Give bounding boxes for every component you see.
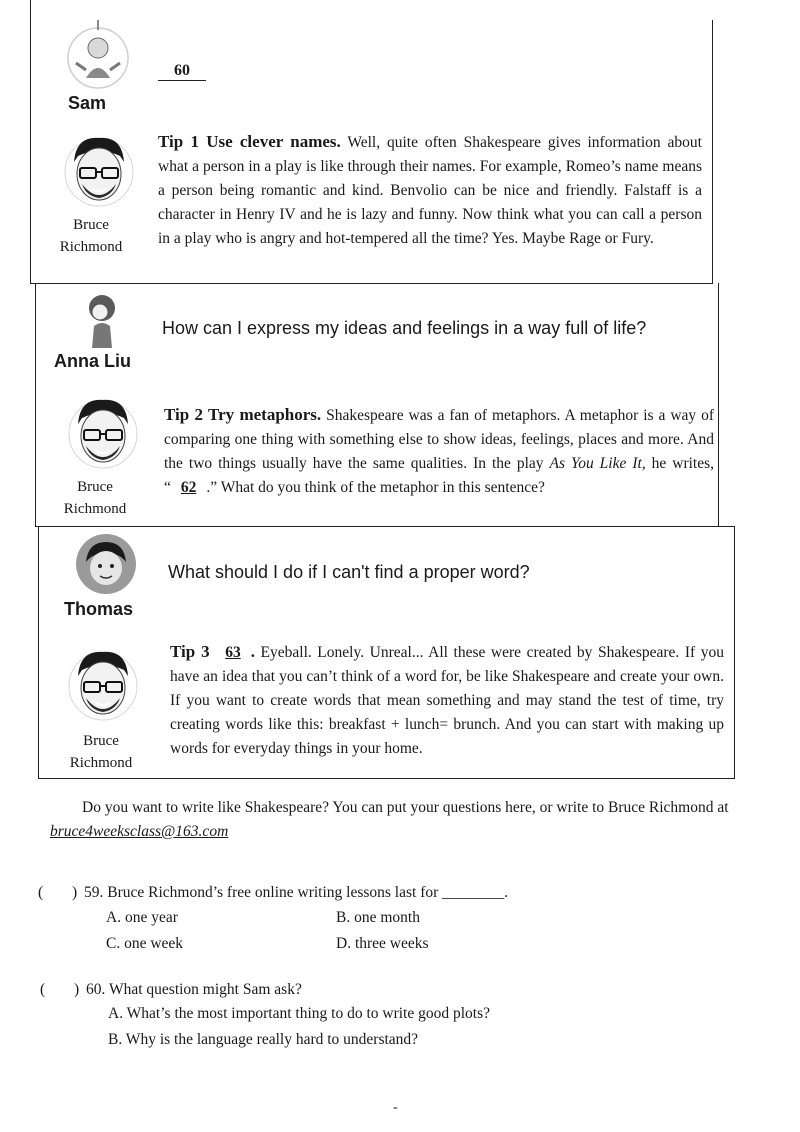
speaker-last-name: Richmond [63, 501, 127, 517]
anna-avatar [82, 292, 122, 353]
answer-paren-open[interactable]: ( [40, 981, 46, 998]
speaker-name-thomas: Thomas [64, 599, 134, 619]
option-b[interactable]: B. Why is the language really hard to understand? [108, 1031, 419, 1048]
tip3-heading: Tip 3 [170, 642, 210, 661]
answer-blank-60: 60 [158, 62, 206, 81]
tip2-body: Shakespeare was a fan of metaphors. A metaphor is a way of comparing one thing with something else to show ideas, feelings, places and more. And the two things usually have the same qualities. In the play [164, 407, 715, 472]
speaker-first-name: Bruce [77, 479, 113, 495]
speaker-first-name: Bruce [73, 217, 109, 233]
speaker-last-name: Richmond [59, 239, 123, 255]
speaker-name-anna: Anna Liu [54, 351, 131, 371]
option-b[interactable]: B. one month [336, 909, 420, 926]
tip2-text [164, 403, 714, 500]
tip3-heading-end: . [250, 642, 255, 661]
bruce-avatar [66, 646, 140, 731]
speaker-first-name: Bruce [83, 733, 119, 749]
option-c[interactable]: C. one week [106, 935, 184, 952]
play-title: As You Like It [549, 455, 642, 472]
box-right-border [712, 20, 713, 283]
tip3-text [170, 640, 724, 761]
question-stem: 59. Bruce Richmond’s free online writing lessons last for ________. [84, 884, 509, 901]
tip2-body-end: .” What do you think of the metaphor in this sentence? [206, 479, 545, 496]
closing-text: Do you want to write like Shakespeare? You can put your questions here, or write to Bruce Richmond at [82, 799, 729, 816]
answer-blank-63: 63 [225, 644, 241, 661]
answer-paren-open[interactable]: ( [38, 884, 44, 901]
box-left-border [30, 0, 31, 283]
email-link[interactable]: bruce4weeksclass@163.com [50, 823, 229, 840]
bruce-avatar [62, 132, 136, 217]
answer-blank-62: 62 [180, 479, 197, 496]
speaker-name [52, 476, 138, 520]
option-a[interactable]: A. What’s the most important thing to do to write good plots? [108, 1005, 491, 1022]
thomas-avatar [70, 532, 142, 601]
box-left-border [38, 526, 39, 778]
answer-paren-close: ) [72, 884, 78, 901]
tip2-heading: Tip 2 Try metaphors. [164, 405, 322, 424]
tip2-body-mid: , he writes, “ [164, 455, 715, 496]
tip3-body: Eyeball. Lonely. Unreal... All these were created by Shakespeare. If you have an idea that you can’t think of a word for, be like Shakespeare and create your own. If you want to create words that mean something and may stand the test of time, try creating words like this: breakfast + lunch= brunch. And you can start with making up words for everyday things in your home. [170, 644, 724, 757]
speaker-name [48, 214, 134, 258]
box-right-border [718, 283, 719, 526]
speaker-last-name: Richmond [69, 755, 133, 771]
bruce-avatar [66, 394, 140, 479]
speaker-name [58, 730, 144, 774]
thomas-question: What should I do if I can't find a proper word? [168, 562, 530, 582]
tip1-body: Well, quite often Shakespeare gives information about what a person in a play is like through their names. For example, Romeo’s name means a person being romantic and kind. Benvolio can be nice and friendly. Falstaff is a character in Henry IV and he is lazy and funny. Now think what you can call a person in a play who is angry and hot-tempered all the time? Yes. Maybe Rage or Fury. [158, 134, 702, 247]
speaker-name-sam: Sam [68, 93, 107, 113]
option-d[interactable]: D. three weeks [336, 935, 429, 952]
option-a[interactable]: A. one year [106, 909, 178, 926]
tip1-text [158, 130, 702, 251]
box-divider [35, 526, 735, 527]
box-left-border [35, 283, 36, 526]
box-right-border [734, 526, 735, 778]
sam-avatar [64, 18, 132, 101]
box-divider [30, 283, 713, 284]
answer-paren-close: ) [74, 981, 80, 998]
closing-paragraph [50, 796, 730, 844]
box-bottom-border [38, 778, 735, 779]
anna-question: How can I express my ideas and feelings in a way full of life? [162, 318, 647, 338]
tip1-heading: Tip 1 Use clever names. [158, 132, 341, 151]
page-mark: - [393, 1100, 398, 1115]
question-stem: 60. What question might Sam ask? [86, 981, 302, 998]
